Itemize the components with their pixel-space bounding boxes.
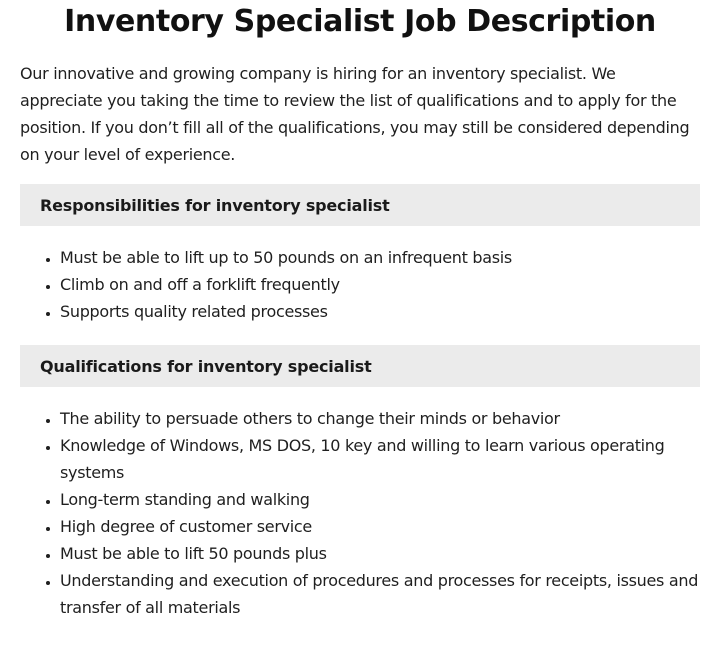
list-item: • Understanding and execution of procedures and processes for receipts, issues and transfer of all materials	[60, 567, 700, 621]
list-item: • Supports quality related processes	[60, 298, 700, 325]
list-item: • Climb on and off a forklift frequently	[60, 271, 700, 298]
page-title: Inventory Specialist Job Description	[64, 4, 656, 39]
qualifications-list	[20, 405, 700, 621]
list-item: • Long-term standing and walking	[60, 486, 700, 513]
qualifications-header	[20, 345, 700, 387]
list-item: • Knowledge of Windows, MS DOS, 10 key and willing to learn various operating systems	[60, 432, 700, 486]
list-item: • The ability to persuade others to change their minds or behavior	[60, 405, 700, 432]
responsibilities-list	[20, 244, 700, 325]
responsibilities-header	[20, 184, 700, 226]
intro-paragraph: Our innovative and growing company is hiring for an inventory specialist. We appreciate you taking the time to review the list of qualifications and to apply for the position. If you don’t fill all of the qualifications, you may still be considered depending on your level of experience.	[20, 64, 690, 164]
list-item: • High degree of customer service	[60, 513, 700, 540]
responsibilities-heading: Responsibilities for inventory specialist	[40, 195, 390, 215]
list-item: • Must be able to lift 50 pounds plus	[60, 540, 700, 567]
qualifications-heading: Qualifications for inventory specialist	[40, 356, 372, 376]
list-item: • Must be able to lift up to 50 pounds on an infrequent basis	[60, 244, 700, 271]
